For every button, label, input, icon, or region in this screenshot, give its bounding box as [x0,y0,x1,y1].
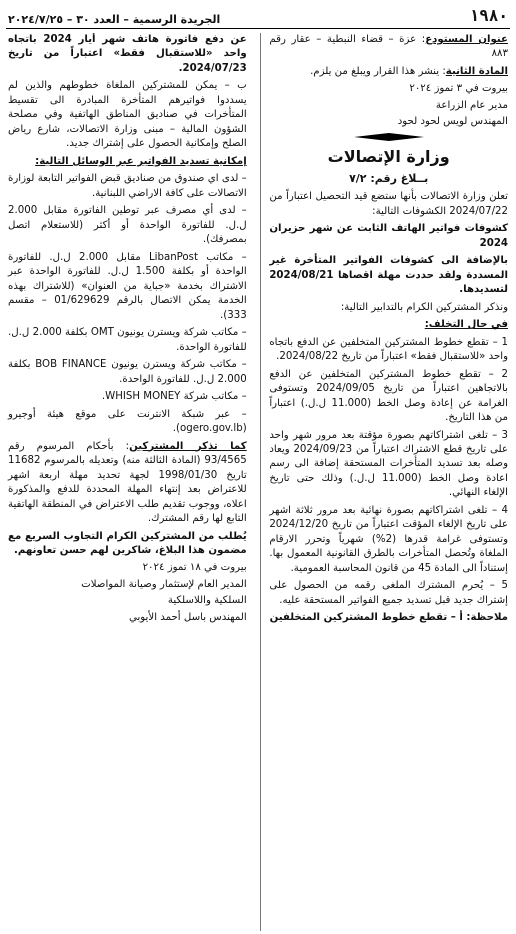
sig-title: مدير عام الزراعة [435,99,508,111]
payment-5: – مكاتب شركة ويسترن يونيون BOB FINANCE بكلفة 2.000 ل.ل. للفاتورة الواحدة. [8,359,247,385]
note-text: ملاحظة: أ – تقطع خطوط المشتركين المتخلفين [269,612,508,624]
bills-heading: كشوفات فواتير الهاتف الثابت عن شهر حزيران 2024 [269,223,508,249]
article2-text: : ينشر هذا القرار ويبلغ من يلزم. [310,65,446,77]
measure-1: 1 – تقطع خطوط المشتركين المتخلفين عن الدفع باتجاه واحد «للاستقبال فقط» اعتباراً من تاريخ 2024/08/22. [269,336,508,363]
measure-2: 2 – تقطع خطوط المشتركين المتخلفين عن الدفع بالاتجاهين اعتباراً من تاريخ 2024/09/05 وتستوفى الغرامة عن إعادة وصل الخط (11.000 ل.ل.) اعتباراً من هذا التاريخ. [269,368,508,424]
overdue-para: بالإضافة الى كشوفات الفواتير المتأخرة غير المسددة ولقد حددت مهلة اقصاها 2024/08/21 لتسديدها. [269,255,508,296]
payment-3: – مكاتب LibanPost مقابل 2.000 ل.ل. للفاتورة الواحدة أو بكلفة 1.500 ل.ل. للفاتورة الواحدة عبر الاشتراك بخدمة «جباية من العنوان» (للاشتراك بهذه الخدمة يمكن الاتصال بالرقم 01/629629 – مقسم 333). [8,251,247,321]
article2-label: المادة الثانية [445,65,508,77]
address-label: عنوان المستودع [425,34,508,45]
note-b: ب – يمكن للمشتركين الملغاة خطوطهم والذين لم يسددوا فواتيرهم المتأخرة المبادرة الى تقسيط المتأخرات في صناديق المناطق الهاتفية وفي مصلحة الشؤون المالية – مبنى وزارة الاتصالات، شارع رياض الصلح وإمكانية الحصول على إشتراك جديد. [8,80,247,150]
left-column [6,33,249,931]
sig-name: المهندس لويس لحود لحود [397,116,508,128]
measure-4: 4 – تلغى اشتراكاتهم بصورة نهائية بعد مرور ثلاثة اشهر على تاريخ الإلغاء المؤقت اعتباراً من تاريخ 2024/12/20 وتستوفى غرامة قدرها (2%) شهرياً وتحرر الارقام الملغاة وتُحصل المتأخرات بالطرق القانونية المعمول بها. إستناداً الى المادة 45 من قانون المحاسبة العمومية. [269,504,508,574]
gazette-title: الجريدة الرسمية – العدد ٣٠ – ٢٠٢٤/٧/٢٥ [8,13,221,27]
payment-4: – مكاتب شركة ويسترن يونيون OMT بكلفة 2.000 ل.ل. للفاتورة الواحدة. [8,327,247,353]
payment-1: – لدى اي صندوق من صناديق قبض الفواتير التابعة لوزارة الاتصالات على كافة الاراضي اللبنانية. [8,173,247,199]
payment-6: – مكاتب شركة WHISH MONEY. [101,391,247,403]
section-divider [354,132,424,142]
measure-3: 3 – تلغى اشتراكاتهم بصورة مؤقتة بعد مرور شهر واحد على تاريخ قطع الاشتراك اعتباراً من 2024/09/23 ويعاد وصله بعد تسديد المتأخرات المستحقة إضافة الى رسم اعادة وصل الخط (11.000 ل.ل.) وذلك حتى تاريخ الإلغاء النهائي. [269,429,508,499]
ministry-title: وزارة الإتصالات [327,146,450,166]
intro-text: تعلن وزارة الاتصالات بأنها ستضع قيد التحصيل اعتباراً من 2024/07/22 الكشوفات التالية: [269,191,508,217]
case-heading: في حال التخلف: [424,319,508,331]
objection-text: : بأحكام المرسوم رقم 93/4565 (المادة الثالثة منه) وتعديله بالمرسوم 11682 تاريخ 1998/01/30 لجهة تحديد مهلة اربعة اشهر للاعتراض بعد إنتهاء المهلة المحددة للدفع والمذكورة اعلاه، ووجوب تقديم طلب الاعتراض في المنطقة الهاتفية التابع لها رقم المشترك. [8,440,247,525]
address-value: : عزة – قضاء النبطية – عقار رقم ٨٨٣ [269,34,508,60]
sig2-name: المهندس باسل أحمد الأيوبي [128,611,247,623]
payment-heading: إمكانية تسديد الفواتير عبر الوسائل التالية: [35,155,247,167]
measure-5: 5 – يُحرم المشترك الملغى رقمه من الحصول على إشتراك جديد قبل تسديد جميع الفواتير المستحقة عليه. [269,580,508,606]
payment-7: – عبر شبكة الانترنت على موقع هيئة أوجيرو (ogero.gov.lb). [8,408,247,435]
reminder-text: ونذكر المشتركين الكرام بالتدابير التالية: [340,301,508,313]
first-signature [269,82,508,129]
payment-2: – لدى أي مصرف عبر توطين الفاتورة مقابل 2.000 ل.ل. للفاتورة الواحدة أو أكثر (للاستعلام اتصل بمصرفك). [8,205,247,246]
objection-label: كما تذكر المشتركين [129,440,247,452]
request-text: يُطلب من المشتركين الكرام التجاوب السريع مع مضمون هذا البلاغ، شاكرين لهم حسن تعاونهم. [8,530,247,556]
second-signature [8,561,247,625]
sig2-title: المدير العام لإستثمار وصيانة المواصلات [81,578,247,590]
right-column [267,33,510,931]
sig2-date: بيروت في ١٨ تموز ٢٠٢٤ [142,562,247,574]
columns [6,33,510,931]
sig2-title-cont: السلكية واللاسلكية [167,595,247,607]
sig-date: بيروت في ٣ تموز ٢٠٢٤ [409,83,508,95]
note-continuation: عن دفع فاتورة هاتف شهر أيار 2024 باتجاه واحد «للاستقبال فقط» اعتباراً من تاريخ 2024/07/23. [8,34,247,74]
page-number: ١٩٨٠ [469,6,508,26]
notice-number: بــلاغ رقم: ٧/٢ [349,171,429,185]
column-separator [249,33,262,931]
page-header [6,6,510,29]
